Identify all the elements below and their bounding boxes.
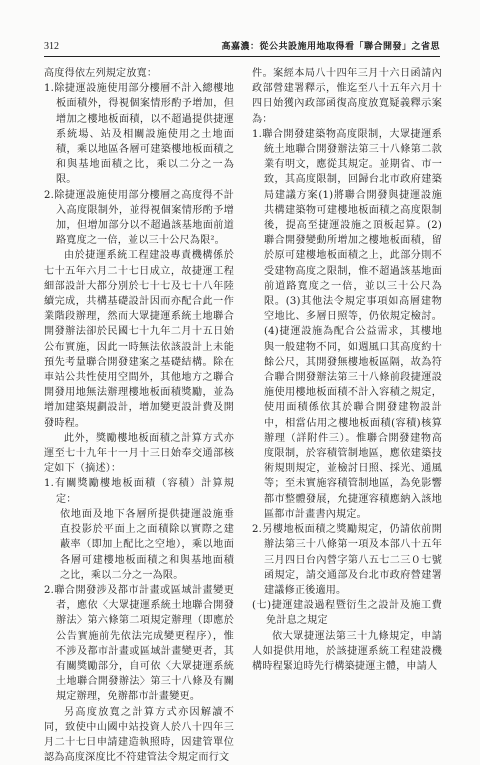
- list-item: 1.有關獎勵樓地板面積（容積）計算規定：: [44, 478, 234, 505]
- list-item: 1.聯合開發建築物高度限制，大眾捷運系統土地聯合開發辦法第三十八條第二款業有明文，應從其規定。並期省、市一致，其高度限制，回歸台北市政府建築局建議方案(1)將聯合開發與捷運設施共構建築物可建樓地板面積之高度限制後，提高至捷運設施之頂板起算。(2)聯合開發變動所增加之樓地板面積，留於原可建樓地板面積之上，此部分則不受建物高度之限制，惟不超過該基地面前道路寬度之一倍，並以三十公尺為限。(3)其他法令規定事項如高層建物空地比、多層日照等，仍依規定檢討。(4)捷運設施為配合公益需求，其樓地與一般建物不同，如週風口其高度約十餘公尺，其開發無樓地板區隔，故為符合聯合開發辦法第三十八條前段捷運設施使用樓地板面積不計入容積之規定，使用面積係依其於聯合開發建物設計中，相當佔用之樓地板面積(容積)核算辦理（詳附件三）。惟聯合開發建物高度限制，於容積管制地區，應依建築技術規則規定，並檢討日照、採光、通風等；至未實施容積管制地區，為免影響都市整體發展，允捷運容積應納入該地區都市計畫書內規定。: [252, 128, 442, 520]
- paragraph: 由於捷運系統工程建設專責機構係於七十五年六月二十七日成立，故捷運工程細部設計大都分別於七十七及七十八年陸續完成，共構基礎設計因而亦配合此一作業階段辦理，然而大眾捷運系統土地聯合開發辦法卻於民國七十九年二月十五日始公布實施，因此一時無法依該設計上未能預先考量聯合開發建案之基礎結構。除在車站公共性使用空間外，其他地方之聯合開發用地無法辦理樓地板面積獎勵，並為增加建築規劃設計，增加變更設計費及開發時程。: [44, 250, 234, 429]
- list-item: 2.另樓地板面積之獎勵規定，仍請依前開辦法第三十八條第一項及本部八十五年三月四日台內營字第八五七二三０七號函規定，請交通部及台北市政府營建署建議修正後適用。: [252, 524, 442, 596]
- list-item-body: 依地面及地下各層所提供捷運設施垂直投影於平面上之面積除以實際之建蔽率（即加上配比之空地），乘以地面各層可建樓地板面積之和與基地面積之比，乘以二分之一為限。: [60, 508, 234, 581]
- paragraph: 此外，獎勵樓地板面積之計算方式亦運至七十九年十一月十三日始奉交通部核定如下（摘述）：: [44, 432, 234, 475]
- section-heading: (七)捷運建設過程暨衍生之設計及施工費免計息之規定: [252, 600, 442, 627]
- paragraph: 高度得依左列規定放寬：: [44, 68, 158, 79]
- page-header: [44, 40, 440, 57]
- page-number: 312: [44, 41, 59, 52]
- list-item: 2.聯合開發涉及都市計畫或區域計畫變更者，應依〈大眾捷運系統土地聯合開發辦法〉第六條第二項規定辦理（即應於公告實施前先依法完成變更程序），惟不涉及都市計畫或區域計畫變更者，其有關獎勵部分，自可依〈大眾捷運系統土地聯合開發辦法〉第三十八條及有關規定辦理，免辦都市計畫變更。: [44, 584, 234, 703]
- left-column: [44, 66, 234, 764]
- paragraph: 另高度放寬之計算方式亦因解讀不同，致使中山國中站投資人於八十四年三月二十七日申請建造執照時，因建管單位認為高度深度比不符建管法令規定而行文: [44, 706, 234, 764]
- paragraph: 件。案經本局八十四年三月十六日函請內政部營建署釋示，惟迄至八十五年六月十四日始獲內政部函復高度放寬疑義釋示案為：: [252, 68, 442, 125]
- right-column: [252, 66, 442, 674]
- list-item: 2.除捷運設施使用部分樓層之高度得不計入高度限制外，並得視個案情形酌予增加，但增加部分以不超過該基地面前道路寬度之一倍，並以三十公尺為限²。: [44, 189, 234, 247]
- list-item: 1.除捷運設施使用部分樓層不計入總樓地板面積外，得視個案情形酌予增加，但增加之樓地板面積，以不超過提供捷運系統場、站及相關設施使用之土地面積，乘以地區各層可建築樓地板面積之和與基地面積之比，乘以二分之一為限。: [44, 83, 234, 186]
- running-title: 高嘉濃：從公共設施用地取得看「聯合開發」之省思: [221, 42, 440, 52]
- paragraph: 依大眾捷運法第三十九條規定，申請人如提供用地，於該捷運系統工程建設機構時程緊迫時先行構築捷運主體，申請人: [252, 630, 442, 672]
